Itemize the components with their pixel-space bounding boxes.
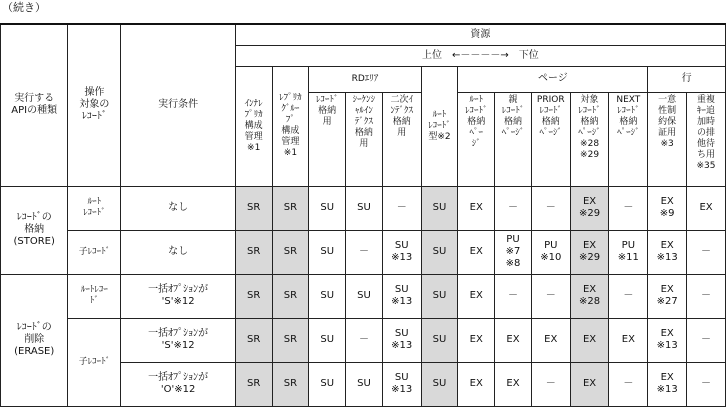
lock-cell-replica-group: SR bbox=[272, 318, 309, 362]
header-col-inner-replica: ｲﾝﾅﾚ ﾌﾟﾘｶ 構成 管理 ※1 bbox=[235, 66, 272, 186]
lock-cell-unique-constraint: EX ※27 bbox=[648, 274, 687, 318]
lock-cell-root-record-page: EX bbox=[458, 186, 495, 230]
lock-cell-target-record-page: EX ※28 bbox=[570, 274, 609, 318]
target-record-cell: 子ﾚｺｰﾄﾞ bbox=[68, 230, 121, 274]
continued-caption: （続き） bbox=[2, 1, 46, 14]
header-group-page: ページ bbox=[458, 66, 648, 92]
lock-cell-record-storage: SU bbox=[309, 230, 346, 274]
lock-cell-parent-record-page: PU ※7 ※8 bbox=[495, 230, 532, 274]
lock-cell-prior-record-page: PU ※10 bbox=[531, 230, 570, 274]
lock-cell-parent-record-page: EX bbox=[495, 362, 532, 406]
header-group-rd-area: RDｴﾘｱ bbox=[309, 66, 421, 92]
lock-cell-unique-constraint: EX ※9 bbox=[648, 186, 687, 230]
lock-cell-target-record-page: EX bbox=[570, 318, 609, 362]
lock-cell-duplicate-key-wait: － bbox=[687, 274, 726, 318]
lock-cell-prior-record-page: － bbox=[531, 274, 570, 318]
lock-cell-secondary-index: SU ※13 bbox=[382, 274, 421, 318]
header-api-type: 実行する APIの種類 bbox=[1, 24, 68, 186]
lock-cell-inner-replica: SR bbox=[235, 318, 272, 362]
header-col-root-record-type: ﾙｰﾄ ﾚｺｰﾄﾞ 型※2 bbox=[421, 66, 458, 186]
lock-cell-root-record-page: EX bbox=[458, 274, 495, 318]
header-hierarchy: 上位 ←－－－－→ 下位 bbox=[235, 45, 725, 66]
condition-cell: 一括ｵﾌﾟｼｮﾝが 'O'※12 bbox=[121, 362, 235, 406]
lock-cell-unique-constraint: EX ※13 bbox=[648, 230, 687, 274]
lock-cell-secondary-index: SU ※13 bbox=[382, 230, 421, 274]
target-record-cell: ﾙｰﾄﾚｺｰ ﾄﾞ bbox=[68, 274, 121, 318]
header-condition: 実行条件 bbox=[121, 24, 235, 186]
lock-cell-replica-group: SR bbox=[272, 274, 309, 318]
lock-cell-root-record-type: SU bbox=[421, 318, 458, 362]
header-col-root-record-page: ﾙｰﾄ ﾚｺｰﾄﾞ 格納 ﾍﾟｰ ｼﾞ bbox=[458, 92, 495, 186]
lock-cell-sequential-index: SU bbox=[346, 186, 383, 230]
lock-cell-root-record-page: EX bbox=[458, 318, 495, 362]
target-record-cell: ﾙｰﾄ ﾚｺｰﾄﾞ bbox=[68, 186, 121, 230]
header-col-record-storage: ﾚｺｰﾄﾞ 格納 用 bbox=[309, 92, 346, 186]
lock-cell-root-record-page: EX bbox=[458, 230, 495, 274]
header-col-next-record-page: NEXT ﾚｺｰﾄﾞ 格納 ﾍﾟｰｼﾞ bbox=[609, 92, 648, 186]
table-row bbox=[1, 186, 726, 230]
lock-cell-target-record-page: EX ※29 bbox=[570, 186, 609, 230]
lock-cell-secondary-index: － bbox=[382, 186, 421, 230]
header-col-replica-group: ﾚﾌﾟﾘｶ ｸﾞﾙｰ ﾌﾟ 構成 管理 ※1 bbox=[272, 66, 309, 186]
lock-cell-unique-constraint: EX ※13 bbox=[648, 318, 687, 362]
condition-cell: なし bbox=[121, 230, 235, 274]
lock-cell-parent-record-page: EX bbox=[495, 318, 532, 362]
lock-cell-target-record-page: EX bbox=[570, 362, 609, 406]
lock-cell-next-record-page: － bbox=[609, 186, 648, 230]
condition-cell: 一括ｵﾌﾟｼｮﾝが 'S'※12 bbox=[121, 274, 235, 318]
lock-cell-root-record-page: EX bbox=[458, 362, 495, 406]
lock-cell-sequential-index: － bbox=[346, 230, 383, 274]
lock-cell-inner-replica: SR bbox=[235, 230, 272, 274]
table-row bbox=[1, 274, 726, 318]
header-col-duplicate-key-wait: 重複 ｷｰ追 加時 の排 他待 ち用 ※35 bbox=[687, 92, 726, 186]
lock-cell-unique-constraint: EX ※13 bbox=[648, 362, 687, 406]
lock-cell-next-record-page: PU ※11 bbox=[609, 230, 648, 274]
header-col-sequential-index: ｼｰｹﾝｼ ｬﾙｲﾝ ﾃﾞｸｽ 格納 用 bbox=[346, 92, 383, 186]
lock-cell-root-record-type: SU bbox=[421, 230, 458, 274]
header-col-secondary-index: 二次ｲ ﾝﾃﾞｸｽ 格納 用 bbox=[382, 92, 421, 186]
header-col-unique-constraint: 一意 性制 約保 証用 ※3 bbox=[648, 92, 687, 186]
lock-cell-secondary-index: SU ※13 bbox=[382, 318, 421, 362]
lock-cell-record-storage: SU bbox=[309, 362, 346, 406]
table-row bbox=[1, 230, 726, 274]
lock-cell-record-storage: SU bbox=[309, 318, 346, 362]
lock-cell-replica-group: SR bbox=[272, 362, 309, 406]
lock-cell-inner-replica: SR bbox=[235, 186, 272, 230]
lock-cell-inner-replica: SR bbox=[235, 362, 272, 406]
lock-cell-next-record-page: － bbox=[609, 362, 648, 406]
lock-cell-prior-record-page: － bbox=[531, 362, 570, 406]
lock-cell-duplicate-key-wait: － bbox=[687, 318, 726, 362]
lock-cell-parent-record-page: － bbox=[495, 186, 532, 230]
lock-cell-prior-record-page: EX bbox=[531, 318, 570, 362]
header-resource: 資源 bbox=[235, 24, 725, 45]
lock-cell-root-record-type: SU bbox=[421, 186, 458, 230]
lock-cell-parent-record-page: － bbox=[495, 274, 532, 318]
lock-cell-root-record-type: SU bbox=[421, 274, 458, 318]
lock-cell-record-storage: SU bbox=[309, 186, 346, 230]
table-row bbox=[1, 318, 726, 362]
header-col-prior-record-page: PRIOR ﾚｺｰﾄﾞ 格納 ﾍﾟｰｼﾞ bbox=[531, 92, 570, 186]
header-group-row: 行 bbox=[648, 66, 726, 92]
condition-cell: なし bbox=[121, 186, 235, 230]
header-target-record: 操作 対象の ﾚｺｰﾄﾞ bbox=[68, 24, 121, 186]
target-record-cell: 子ﾚｺｰﾄﾞ bbox=[68, 318, 121, 406]
resource-lock-table bbox=[0, 23, 726, 407]
lock-cell-replica-group: SR bbox=[272, 186, 309, 230]
lock-cell-secondary-index: SU ※13 bbox=[382, 362, 421, 406]
lock-cell-target-record-page: EX ※29 bbox=[570, 230, 609, 274]
header-col-target-record-page: 対象 ﾚｺｰﾄﾞ 格納 ﾍﾟｰｼﾞ ※28 ※29 bbox=[570, 92, 609, 186]
lock-cell-sequential-index: － bbox=[346, 318, 383, 362]
lock-cell-record-storage: SU bbox=[309, 274, 346, 318]
lock-cell-next-record-page: － bbox=[609, 274, 648, 318]
lock-cell-root-record-type: SU bbox=[421, 362, 458, 406]
lock-cell-sequential-index: SU bbox=[346, 274, 383, 318]
api-type-cell: ﾚｺｰﾄﾞの 格納 (STORE) bbox=[1, 186, 68, 274]
lock-cell-inner-replica: SR bbox=[235, 274, 272, 318]
api-type-cell: ﾚｺｰﾄﾞの 削除 (ERASE) bbox=[1, 274, 68, 406]
condition-cell: 一括ｵﾌﾟｼｮﾝが 'S'※12 bbox=[121, 318, 235, 362]
lock-cell-prior-record-page: － bbox=[531, 186, 570, 230]
lock-cell-replica-group: SR bbox=[272, 230, 309, 274]
lock-cell-duplicate-key-wait: － bbox=[687, 362, 726, 406]
lock-cell-next-record-page: EX bbox=[609, 318, 648, 362]
lock-cell-duplicate-key-wait: － bbox=[687, 230, 726, 274]
lock-cell-sequential-index: SU bbox=[346, 362, 383, 406]
lock-cell-duplicate-key-wait: EX bbox=[687, 186, 726, 230]
header-col-parent-record-page: 親 ﾚｺｰﾄﾞ 格納 ﾍﾟｰｼﾞ bbox=[495, 92, 532, 186]
